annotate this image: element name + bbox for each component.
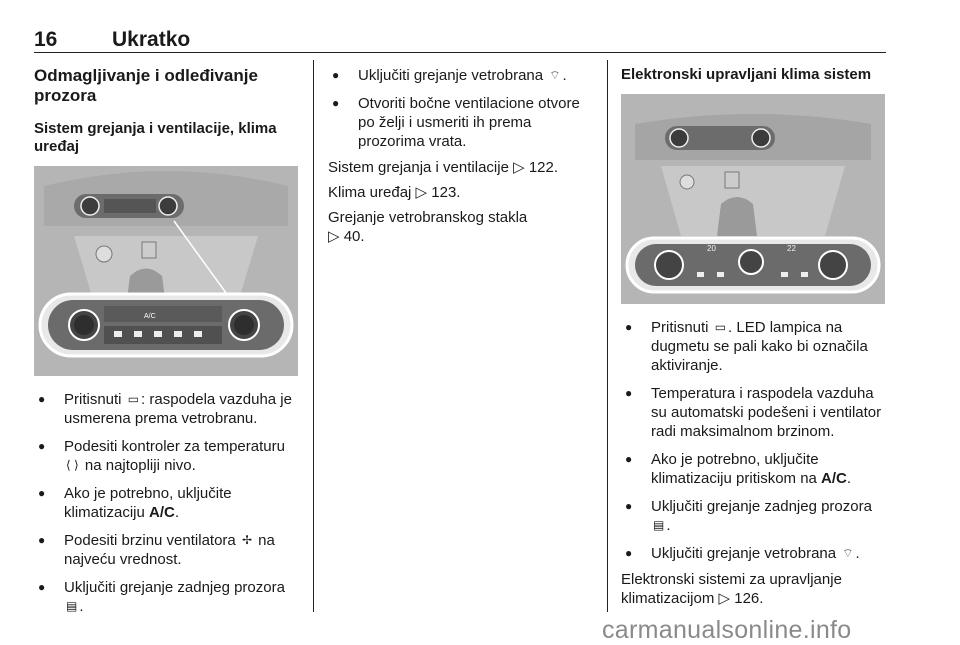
subsection-title: Sistem grejanja i ventilacije, klima uređaj [34, 120, 277, 155]
max-defrost-icon: ▭ [714, 320, 727, 334]
list-item: ● Uključiti grejanje zadnjeg prozora ▤ . [34, 578, 300, 616]
ref-arrow-icon: ▷ [415, 184, 428, 201]
list-item: ● Temperatura i raspodela vazduha su automatski podešeni i ventilator radi maksimalnom brzinom. [621, 384, 889, 441]
ref-arrow-icon: ▷ [718, 590, 731, 607]
list-item: ● Podesiti brzinu ventilatora ✢ na najveću vrednost. [34, 531, 300, 569]
hvac-manual-figure [34, 166, 298, 376]
windshield-defrost-icon: ⌔ [842, 546, 854, 560]
list-item: ● Pritisnuti ▭ : raspodela vazduha je usmerena prema vetrobranu. [34, 390, 300, 428]
list-item: ● Uključiti grejanje zadnjeg prozora ▤ . [621, 497, 889, 535]
hvac-panel-illustration [34, 166, 298, 376]
ref-arrow-icon: ▷ [328, 228, 340, 245]
column-1-list [34, 390, 300, 625]
list-item: ● Uključiti grejanje vetrobrana ⌔ . [621, 544, 889, 563]
column-3-list [621, 318, 889, 608]
column-3 [621, 66, 889, 84]
fan-icon: ✢ [241, 533, 252, 547]
svg-text:A/C: A/C [144, 313, 156, 320]
section-title: Elektronski upravljani klima sistem [621, 66, 872, 83]
max-defrost-icon: ▭ [127, 392, 140, 406]
windshield-defrost-icon: ⌔ [549, 68, 561, 82]
rear-window-heat-icon: ▤ [653, 518, 665, 532]
column-1 [34, 66, 300, 156]
chapter-title: Ukratko [112, 28, 191, 51]
section-title: Odmagljivanje i odleđivanje prozora [34, 66, 258, 105]
cross-reference: Elektronski sistemi za upravljanje klimatizacijom ▷ 126. [621, 571, 842, 607]
page-header [34, 28, 886, 53]
left-temp-label: 20 [707, 244, 716, 253]
right-temp-label: 22 [787, 244, 796, 253]
column-2 [328, 66, 594, 246]
list-item: ● Ako je potrebno, uključite klimatizaciju pritiskom na A/C. [621, 450, 889, 488]
column-divider [313, 60, 314, 612]
watermark: carmanualsonline.info [602, 616, 852, 644]
list-item: ● Pritisnuti ▭ . LED lampica na dugmetu se pali kako bi označila aktiviranje. [621, 318, 889, 375]
ref-arrow-icon: ▷ [513, 159, 525, 176]
column-divider [607, 60, 608, 612]
cross-reference: Grejanje vetrobranskog stakla ▷ 40. [328, 209, 528, 245]
list-item: ● Uključiti grejanje vetrobrana ⌔ . [328, 66, 594, 85]
temperature-knob-icon: ⟨ ⟩ [66, 458, 79, 472]
climate-panel-illustration [621, 94, 885, 304]
rear-window-heat-icon: ▤ [66, 599, 78, 613]
electronic-climate-figure [621, 94, 885, 304]
list-item: ● Podesiti kontroler za temperaturu ⟨ ⟩ na najtopliji nivo. [34, 437, 300, 475]
list-item: ● Otvoriti bočne ventilacione otvore po želji i usmeriti ih prema prozorima vrata. [328, 94, 594, 151]
cross-reference: Sistem grejanja i ventilacije ▷ 122. [328, 159, 559, 176]
list-item: ● Ako je potrebno, uključite klimatizaciju A/C. [34, 484, 300, 522]
page-number: 16 [34, 28, 58, 51]
cross-reference: Klima uređaj ▷ 123. [328, 184, 461, 201]
